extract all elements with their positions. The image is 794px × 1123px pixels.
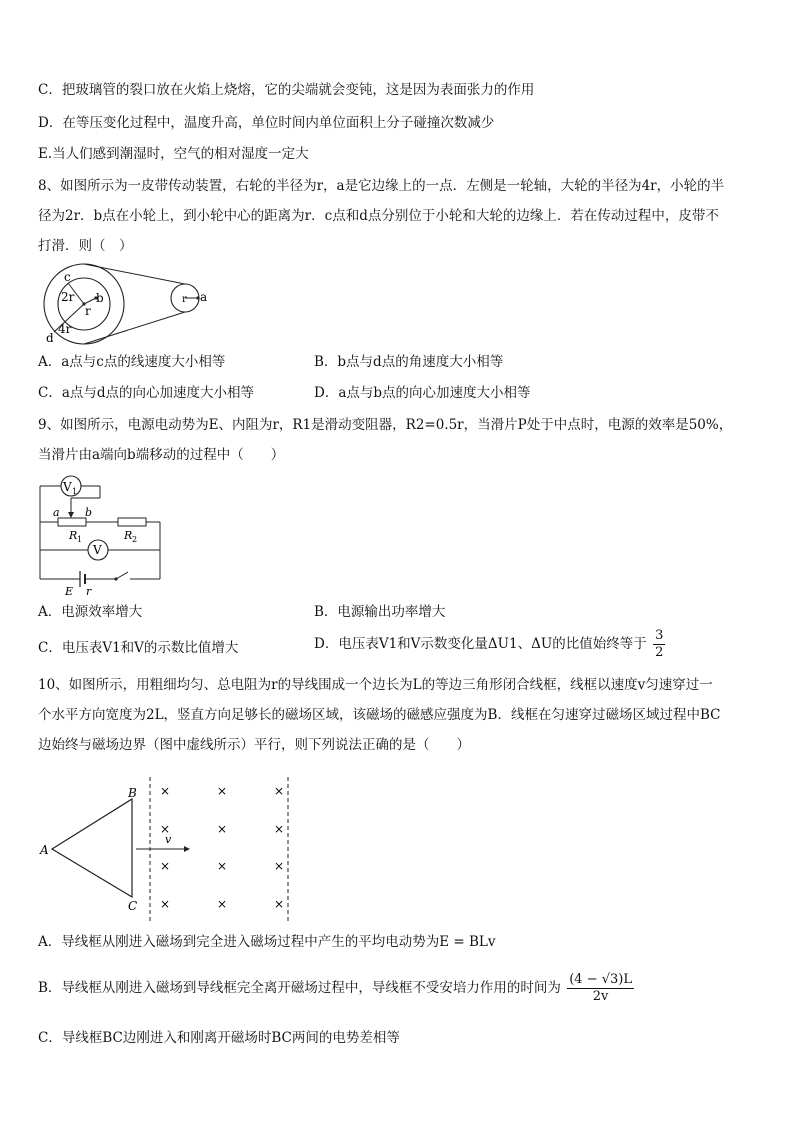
q9-option-c: C．电压表V1和V的示数比值增大 bbox=[38, 640, 239, 656]
q9-stem-line2: 当滑片由a端向b端移动的过程中（ ） bbox=[38, 447, 285, 463]
q10-option-b-text: B．导线框从刚进入磁场到导线框完全离开磁场过程中，导线框不受安培力作用的时间为 bbox=[38, 980, 561, 996]
label-r-small: r bbox=[182, 294, 187, 305]
fraction-denominator: 2 bbox=[655, 645, 664, 660]
label-r1: R bbox=[69, 529, 78, 542]
label-r2-sub: 2 bbox=[132, 535, 138, 544]
q9-circuit-figure bbox=[34, 470, 170, 600]
label-r2: R bbox=[124, 529, 133, 542]
q8-option-a: A．a点与c点的线速度大小相等 bbox=[38, 354, 226, 370]
q10-stem-line2: 个水平方向宽度为2L，竖直方向足够长的磁场区域，该磁场的磁感应强度为B．线框在匀速穿过磁场区域过程中BC bbox=[38, 707, 721, 723]
field-crosses bbox=[160, 784, 284, 911]
fraction-denominator: 2v bbox=[592, 989, 609, 1004]
q8-stem-line3: 打滑．则（ ） bbox=[38, 238, 133, 254]
q8-option-d: D．a点与b点的向心加速度大小相等 bbox=[314, 385, 531, 401]
field-cross: × bbox=[274, 822, 285, 836]
field-cross: × bbox=[160, 859, 171, 873]
fraction-numerator: 3 bbox=[655, 628, 664, 643]
q10-magnetic-field-figure bbox=[34, 775, 304, 925]
q9-stem-line1: 9、如图所示，电源电动势为E、内阻为r，R1是滑动变阻器，R2=0.5r，当滑片P处于中点时，电源的效率是50%， bbox=[38, 417, 733, 433]
q9-option-d-text: D．电压表V1和V示数变化量ΔU1、ΔU的比值始终等于 bbox=[314, 636, 647, 652]
q8-stem-line2: 径为2r．b点在小轮上，到小轮中心的距离为r．c点和d点分别位于小轮和大轮的边缘上．若在传动过程中，皮带不 bbox=[38, 208, 719, 224]
belt-top bbox=[84, 264, 185, 284]
field-cross: × bbox=[217, 859, 228, 873]
field-cross: × bbox=[217, 784, 228, 798]
q7-option-c: C．把玻璃管的裂口放在火焰上烧熔，它的尖端就会变钝，这是因为表面张力的作用 bbox=[38, 82, 535, 98]
q9-option-b: B．电源输出功率增大 bbox=[314, 604, 446, 620]
q8-stem-line1: 8、如图所示为一皮带传动装置，右轮的半径为r，a是它边缘上的一点．左侧是一轮轴，大轮的半径为4r，小轮的半 bbox=[38, 178, 725, 194]
field-cross: × bbox=[160, 822, 171, 836]
q10-option-c: C．导线框BC边刚进入和刚离开磁场时BC两间的电势差相等 bbox=[38, 1030, 400, 1046]
field-cross: × bbox=[274, 859, 285, 873]
q8-belt-pulley-figure bbox=[30, 262, 220, 348]
q10-option-a: A．导线框从刚进入磁场到完全进入磁场过程中产生的平均电动势为E = BLv bbox=[38, 934, 496, 950]
q10-option-b bbox=[38, 972, 634, 1005]
switch bbox=[116, 572, 128, 579]
belt-bottom bbox=[84, 312, 185, 344]
label-r: r bbox=[86, 585, 92, 598]
vertex-c-label: C bbox=[128, 899, 138, 913]
resistor-r2 bbox=[118, 518, 146, 526]
q10-stem-line1: 10、如图所示，用粗细均匀、总电阻为r的导线围成一个边长为L的等边三角形闭合线框，线框以速度v匀速穿过一 bbox=[38, 677, 713, 693]
label-e: E bbox=[65, 585, 74, 598]
field-cross: × bbox=[217, 897, 228, 911]
q8-option-b: B．b点与d点的角速度大小相等 bbox=[314, 354, 504, 370]
label-a: a bbox=[53, 506, 60, 519]
field-cross: × bbox=[274, 784, 285, 798]
field-cross: × bbox=[160, 897, 171, 911]
label-4r: 4r bbox=[58, 322, 72, 336]
fraction-numerator: (4 − √3)L bbox=[569, 972, 632, 987]
q7-option-e: E.当人们感到潮湿时，空气的相对湿度一定大 bbox=[38, 146, 309, 162]
resistor-r1 bbox=[58, 518, 86, 526]
label-r: r bbox=[85, 304, 91, 318]
q9-option-a: A．电源效率增大 bbox=[38, 604, 143, 620]
triangle-frame bbox=[52, 799, 132, 897]
v-label: V bbox=[93, 543, 102, 557]
q10-option-b-fraction bbox=[567, 972, 634, 1005]
label-c: c bbox=[64, 270, 71, 284]
field-cross: × bbox=[160, 784, 171, 798]
label-d: d bbox=[46, 331, 54, 345]
v1-label: V bbox=[63, 480, 72, 494]
label-a: a bbox=[200, 290, 208, 304]
q9-option-d bbox=[314, 628, 665, 661]
label-b: b bbox=[85, 506, 93, 519]
label-2r: 2r bbox=[61, 290, 75, 304]
vertex-b-label: B bbox=[128, 786, 137, 800]
label-b: b bbox=[96, 291, 104, 305]
field-cross: × bbox=[274, 897, 285, 911]
q10-stem-line3: 边始终与磁场边界（图中虚线所示）平行，则下列说法正确的是（ ） bbox=[38, 737, 470, 753]
q8-option-c: C．a点与d点的向心加速度大小相等 bbox=[38, 385, 255, 401]
vertex-a-label: A bbox=[40, 843, 49, 857]
label-r1-sub: 1 bbox=[77, 535, 83, 544]
v1-sub: 1 bbox=[72, 487, 78, 496]
q9-option-d-fraction bbox=[653, 628, 665, 661]
field-cross: × bbox=[217, 822, 228, 836]
velocity-label: v bbox=[165, 833, 172, 846]
q7-option-d: D．在等压变化过程中，温度升高，单位时间内单位面积上分子碰撞次数减少 bbox=[38, 115, 495, 131]
